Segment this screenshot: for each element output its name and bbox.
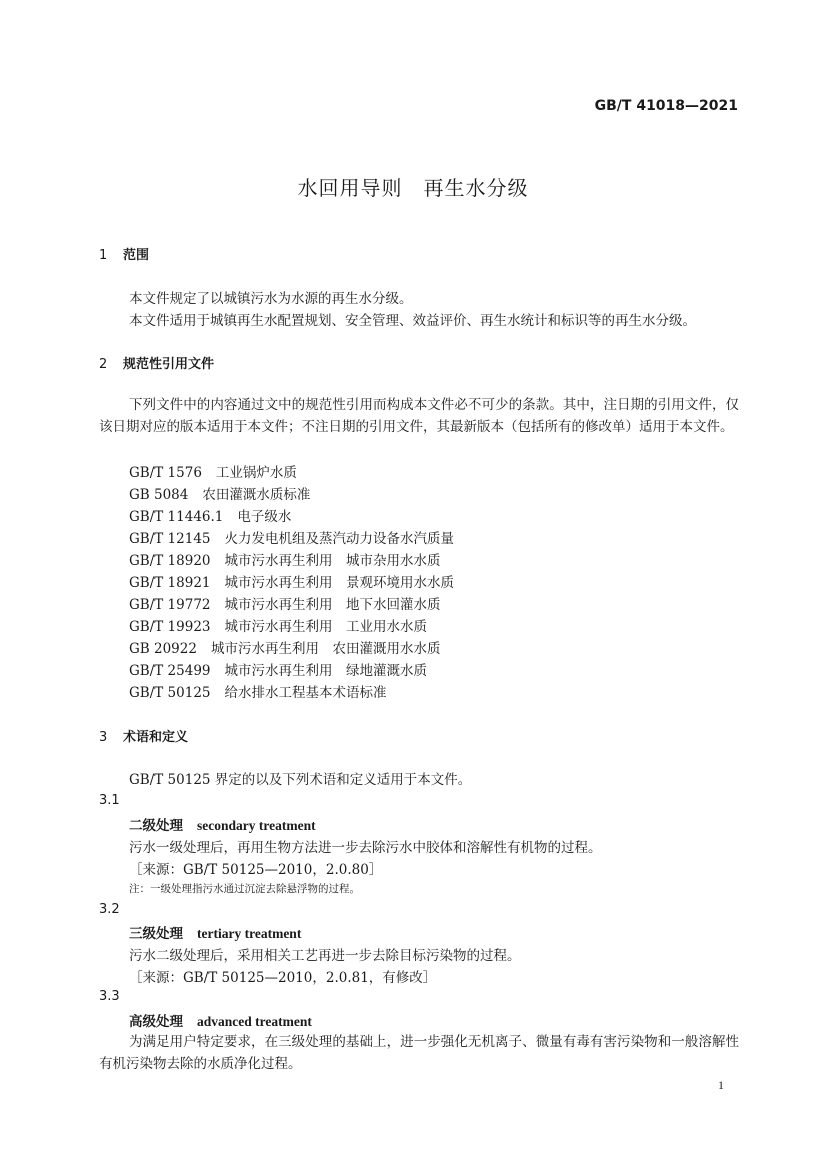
reference-code: GB/T 50125: [129, 685, 211, 701]
reference-title: 城市污水再生利用 农田灌溉用水水质: [210, 641, 441, 657]
page-number: 1: [718, 1078, 724, 1092]
section-title: 规范性引用文件: [123, 357, 215, 372]
reference-item: [129, 483, 310, 503]
reference-item: [129, 461, 297, 481]
reference-item: [129, 615, 427, 635]
reference-code: GB/T 25499: [129, 663, 211, 679]
section-number: 3: [99, 730, 108, 745]
reference-item: [129, 593, 441, 613]
term-name: [129, 814, 316, 834]
reference-code: GB 5084: [129, 487, 189, 503]
normative-references-intro: 下列文件中的内容通过文中的规范性引用而构成本文件必不可少的条款。其中，注日期的引用文件，仅该日期对应的版本适用于本文件；不注日期的引用文件，其最新版本（包括所有的修改单）适用于本文件。: [99, 397, 739, 435]
reference-title: 工业锅炉水质: [215, 465, 297, 481]
term-name: [129, 922, 301, 942]
term-number: 3.1: [99, 793, 120, 808]
term-definition: 污水一级处理后，再用生物方法进一步去除污水中胶体和溶解性有机物的过程。: [129, 840, 602, 856]
reference-item: [129, 637, 440, 657]
reference-item: [129, 571, 454, 591]
section-title: 术语和定义: [123, 730, 189, 745]
term-number: 3.2: [99, 902, 120, 917]
section-title: 范围: [123, 248, 150, 263]
scope-paragraph-2: 本文件适用于城镇再生水配置规划、安全管理、效益评价、再生水统计和标识等的再生水分级。: [129, 313, 696, 329]
term-name-en: advanced treatment: [197, 1014, 312, 1029]
reference-title: 给水排水工程基本术语标准: [224, 685, 387, 701]
term-name-en: tertiary treatment: [197, 926, 302, 941]
reference-code: GB/T 18920: [129, 553, 211, 569]
reference-title: 火力发电机组及蒸汽动力设备水汽质量: [224, 531, 454, 547]
standard-code: GB/T 41018—2021: [594, 98, 738, 114]
section-heading-terms: [99, 726, 188, 745]
term-source: ［来源：GB/T 50125—2010，2.0.81，有修改］: [129, 970, 437, 986]
reference-item: [129, 527, 454, 547]
term-source: ［来源：GB/T 50125—2010，2.0.80］: [129, 862, 383, 878]
term-definition: 为满足用户特定要求，在三级处理的基础上，进一步强化无机离子、微量有毒有害污染物和一般溶解性有机污染物去除的水质净化过程。: [99, 1034, 739, 1072]
reference-title: 城市污水再生利用 工业用水水质: [224, 619, 427, 635]
reference-code: GB/T 19772: [129, 597, 211, 613]
section-heading-scope: [99, 244, 149, 263]
reference-title: 城市污水再生利用 绿地灌溉水质: [224, 663, 427, 679]
term-number: 3.3: [99, 989, 120, 1004]
document-title: 水回用导则 再生水分级: [297, 176, 529, 200]
reference-code: GB/T 1576: [129, 465, 202, 481]
reference-title: 农田灌溉水质标准: [202, 487, 311, 503]
reference-item: [129, 681, 387, 701]
scope-paragraph-1: 本文件规定了以城镇污水为水源的再生水分级。: [129, 291, 413, 307]
reference-item: [129, 659, 427, 679]
section-heading-normative-references: [99, 353, 214, 372]
terms-intro: GB/T 50125 界定的以及下列术语和定义适用于本文件。: [129, 772, 472, 788]
term-name-zh: 三级处理: [129, 926, 183, 942]
term-name-zh: 高级处理: [129, 1014, 183, 1030]
term-definition: 污水二级处理后，采用相关工艺再进一步去除目标污染物的过程。: [129, 948, 521, 964]
term-note: 注：一级处理指污水通过沉淀去除悬浮物的过程。: [129, 883, 360, 895]
term-name-zh: 二级处理: [129, 818, 183, 834]
reference-code: GB/T 18921: [129, 575, 211, 591]
reference-code: GB 20922: [129, 641, 197, 657]
reference-item: [129, 505, 291, 525]
term-name-en: secondary treatment: [197, 818, 316, 833]
section-number: 2: [99, 357, 108, 372]
reference-code: GB/T 11446.1: [129, 509, 224, 525]
reference-title: 电子级水: [237, 509, 292, 525]
section-number: 1: [99, 248, 108, 263]
reference-title: 城市污水再生利用 景观环境用水水质: [224, 575, 454, 591]
term-name: [129, 1010, 312, 1030]
reference-code: GB/T 12145: [129, 531, 211, 547]
reference-item: [129, 549, 441, 569]
reference-title: 城市污水再生利用 地下水回灌水质: [224, 597, 441, 613]
reference-code: GB/T 19923: [129, 619, 211, 635]
reference-title: 城市污水再生利用 城市杂用水水质: [224, 553, 441, 569]
